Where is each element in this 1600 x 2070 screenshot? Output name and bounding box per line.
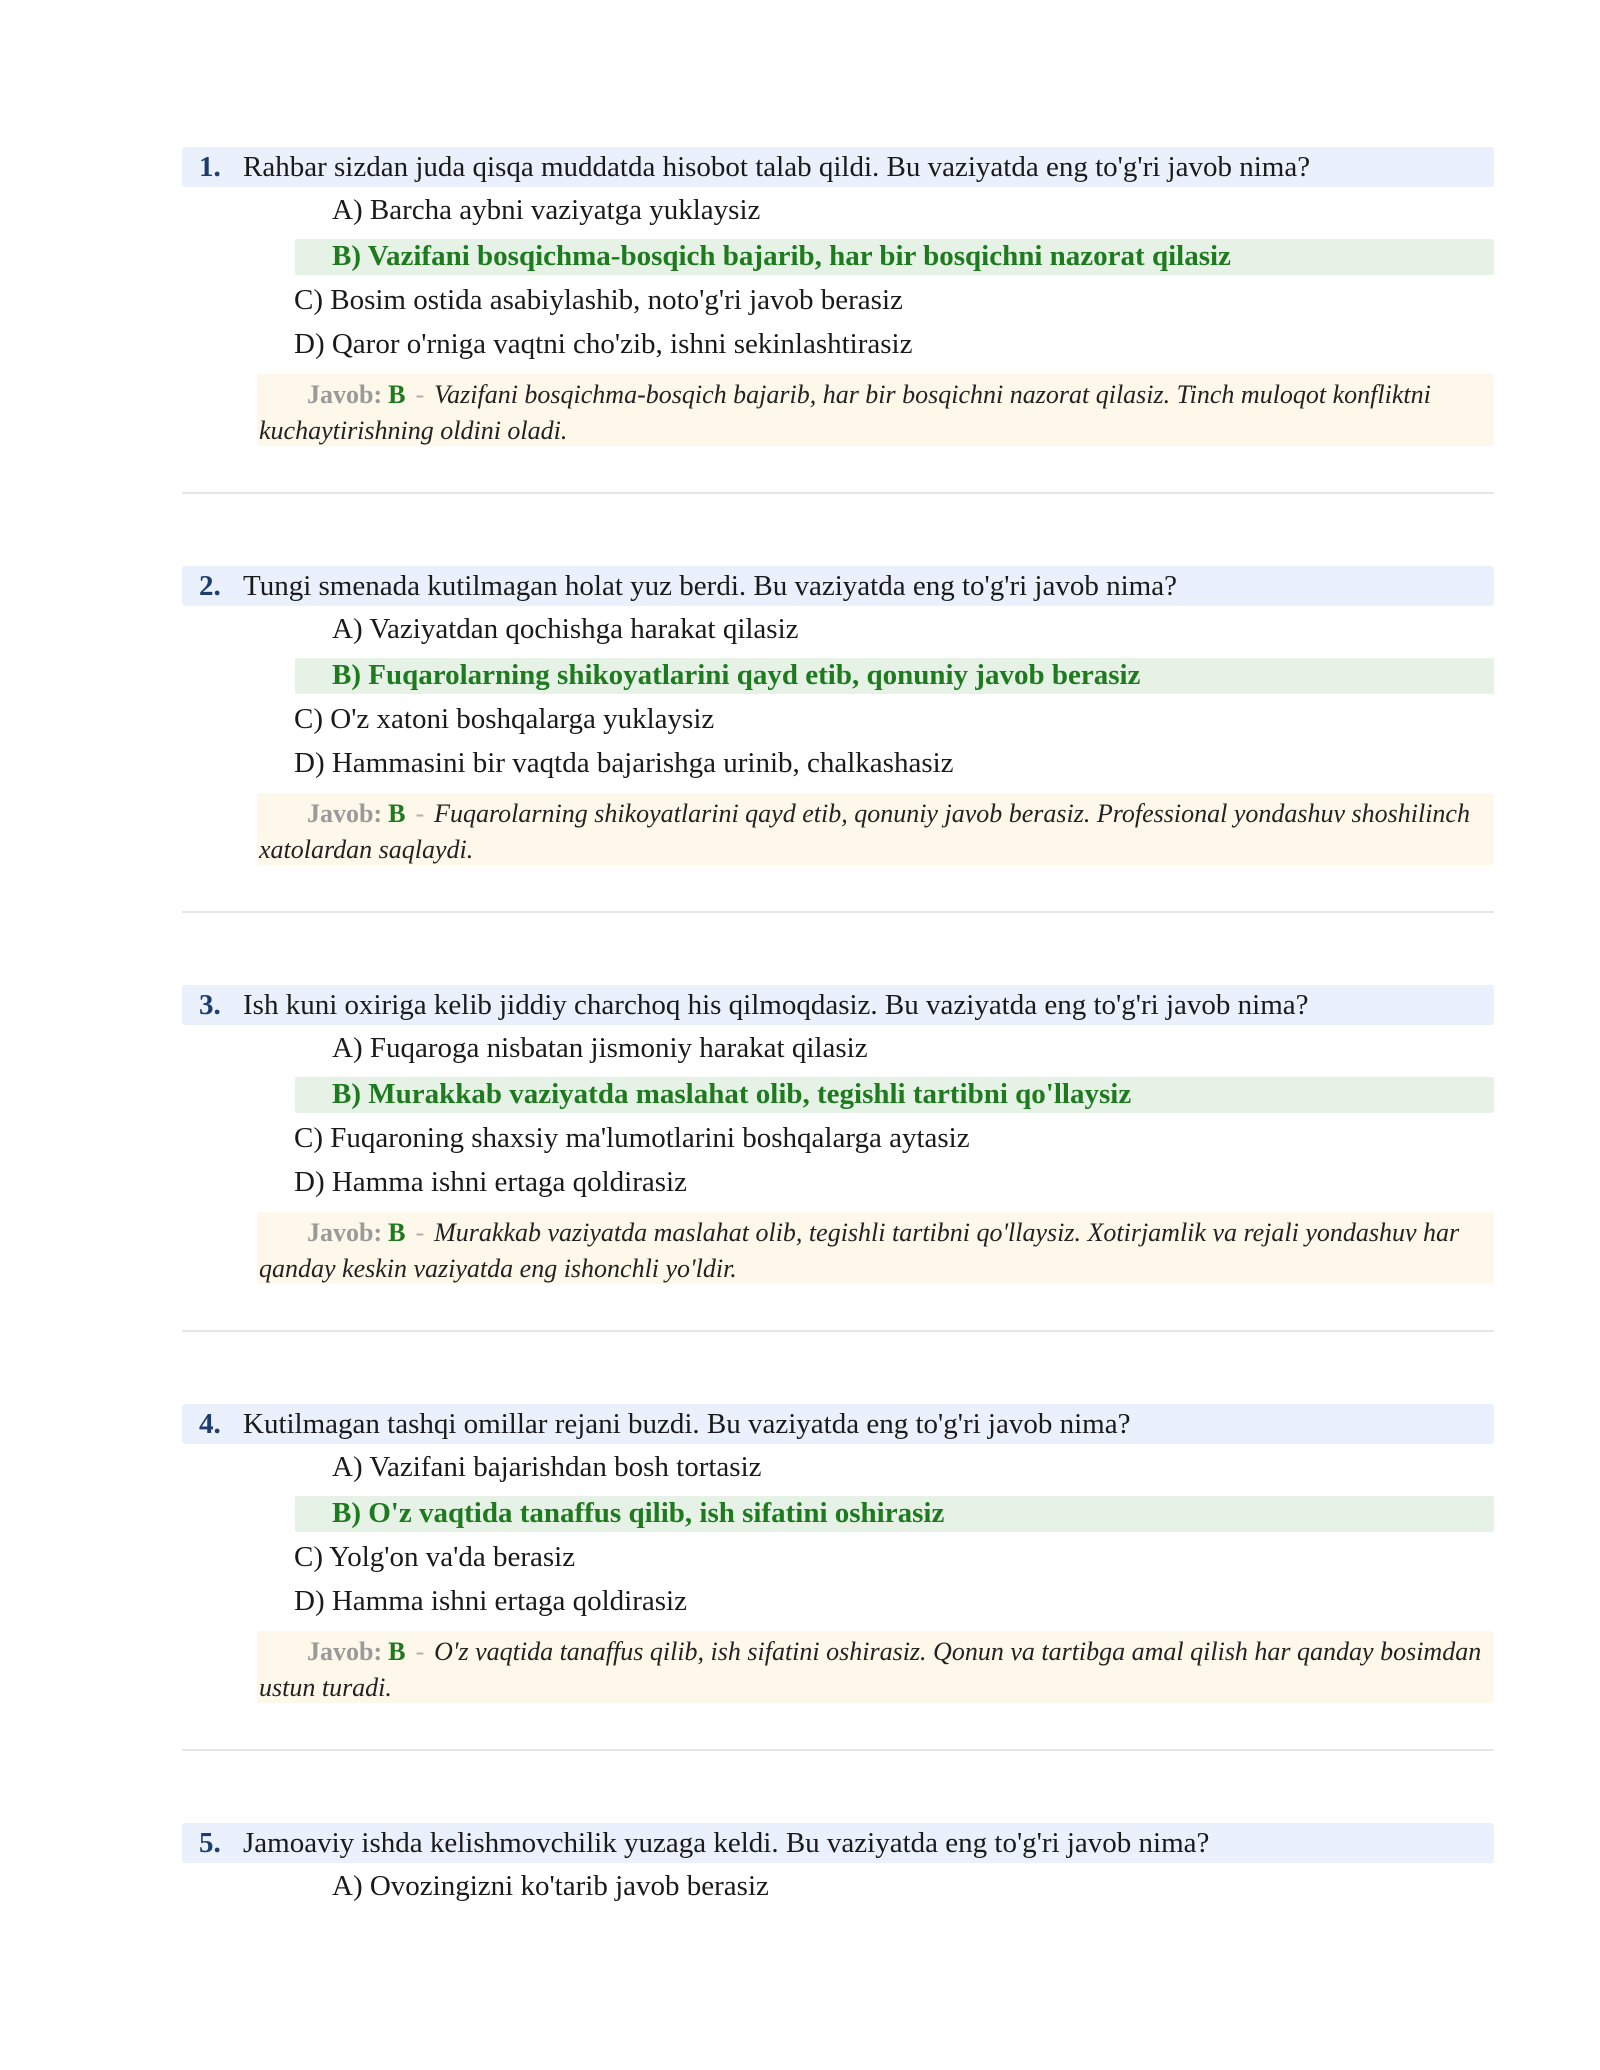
question-number: 4.	[199, 1408, 221, 1440]
option-a: A) Barcha aybni vaziyatga yuklaysiz	[332, 194, 761, 226]
question-divider	[182, 1330, 1494, 1332]
question-header	[182, 147, 1494, 187]
question-number: 1.	[199, 151, 221, 183]
question-header	[182, 1404, 1494, 1444]
answer-dash: -	[415, 1218, 425, 1247]
answer-text	[259, 796, 1487, 868]
question-number: 2.	[199, 570, 221, 602]
option-b-correct: B) Fuqarolarning shikoyatlarini qayd etib, qonuniy javob berasiz	[332, 659, 1141, 691]
answer-explanation-text: Fuqarolarning shikoyatlarini qayd etib, qonuniy javob berasiz. Professional yondashuv shoshilinch xatolardan saqlaydi.	[259, 799, 1470, 864]
option-c: C) Fuqaroning shaxsiy ma'lumotlarini boshqalarga aytasiz	[294, 1122, 970, 1154]
option-b-correct: B) Vazifani bosqichma-bosqich bajarib, har bir bosqichni nazorat qilasiz	[332, 240, 1231, 272]
option-b-correct: B) O'z vaqtida tanaffus qilib, ish sifatini oshirasiz	[332, 1497, 945, 1529]
answer-label: Javob:	[307, 1637, 383, 1666]
answer-letter: B	[388, 799, 406, 828]
answer-text	[259, 1215, 1487, 1287]
question-header	[182, 566, 1494, 606]
question-header	[182, 1823, 1494, 1863]
answer-letter: B	[388, 380, 406, 409]
answer-dash: -	[415, 1637, 425, 1666]
answer-explanation	[257, 374, 1494, 446]
answer-label: Javob:	[307, 1218, 383, 1247]
option-a: A) Fuqaroga nisbatan jismoniy harakat qilasiz	[332, 1032, 868, 1064]
option-d: D) Qaror o'rniga vaqtni cho'zib, ishni sekinlashtirasiz	[294, 328, 913, 360]
question-text: Ish kuni oxiriga kelib jiddiy charchoq his qilmoqdasiz. Bu vaziyatda eng to'g'ri javob nima?	[243, 989, 1309, 1021]
option-d: D) Hamma ishni ertaga qoldirasiz	[294, 1585, 687, 1617]
question-divider	[182, 492, 1494, 494]
option-c: C) O'z xatoni boshqalarga yuklaysiz	[294, 703, 715, 735]
answer-label: Javob:	[307, 380, 383, 409]
answer-explanation-text: Vazifani bosqichma-bosqich bajarib, har bir bosqichni nazorat qilasiz. Tinch muloqot konfliktni kuchaytirishning oldini oladi.	[259, 380, 1431, 445]
question-header	[182, 985, 1494, 1025]
question-divider	[182, 911, 1494, 913]
answer-text	[259, 1634, 1487, 1706]
answer-dash: -	[415, 799, 425, 828]
question-text: Rahbar sizdan juda qisqa muddatda hisobot talab qildi. Bu vaziyatda eng to'g'ri javob nima?	[243, 151, 1311, 183]
question-text: Kutilmagan tashqi omillar rejani buzdi. Bu vaziyatda eng to'g'ri javob nima?	[243, 1408, 1131, 1440]
question-divider	[182, 1749, 1494, 1751]
answer-dash: -	[415, 380, 425, 409]
answer-letter: B	[388, 1637, 406, 1666]
answer-explanation	[257, 793, 1494, 865]
answer-explanation-text: Murakkab vaziyatda maslahat olib, tegishli tartibni qo'llaysiz. Xotirjamlik va rejali yondashuv har qanday keskin vaziyatda eng ishonchli yo'ldir.	[259, 1218, 1460, 1283]
option-a: A) Vazifani bajarishdan bosh tortasiz	[332, 1451, 762, 1483]
option-d: D) Hamma ishni ertaga qoldirasiz	[294, 1166, 687, 1198]
answer-letter: B	[388, 1218, 406, 1247]
option-a: A) Ovozingizni ko'tarib javob berasiz	[332, 1870, 769, 1902]
question-number: 3.	[199, 989, 221, 1021]
answer-explanation	[257, 1631, 1494, 1703]
answer-explanation	[257, 1212, 1494, 1284]
question-text: Tungi smenada kutilmagan holat yuz berdi. Bu vaziyatda eng to'g'ri javob nima?	[243, 570, 1177, 602]
option-b-correct: B) Murakkab vaziyatda maslahat olib, tegishli tartibni qo'llaysiz	[332, 1078, 1132, 1110]
answer-explanation-text: O'z vaqtida tanaffus qilib, ish sifatini oshirasiz. Qonun va tartibga amal qilish har qanday bosimdan ustun turadi.	[259, 1637, 1482, 1702]
option-c: C) Yolg'on va'da berasiz	[294, 1541, 576, 1573]
answer-text	[259, 377, 1487, 449]
answer-label: Javob:	[307, 799, 383, 828]
question-number: 5.	[199, 1827, 221, 1859]
option-c: C) Bosim ostida asabiylashib, noto'g'ri javob berasiz	[294, 284, 903, 316]
option-d: D) Hammasini bir vaqtda bajarishga urinib, chalkashasiz	[294, 747, 954, 779]
option-a: A) Vaziyatdan qochishga harakat qilasiz	[332, 613, 799, 645]
question-text: Jamoaviy ishda kelishmovchilik yuzaga keldi. Bu vaziyatda eng to'g'ri javob nima?	[243, 1827, 1210, 1859]
